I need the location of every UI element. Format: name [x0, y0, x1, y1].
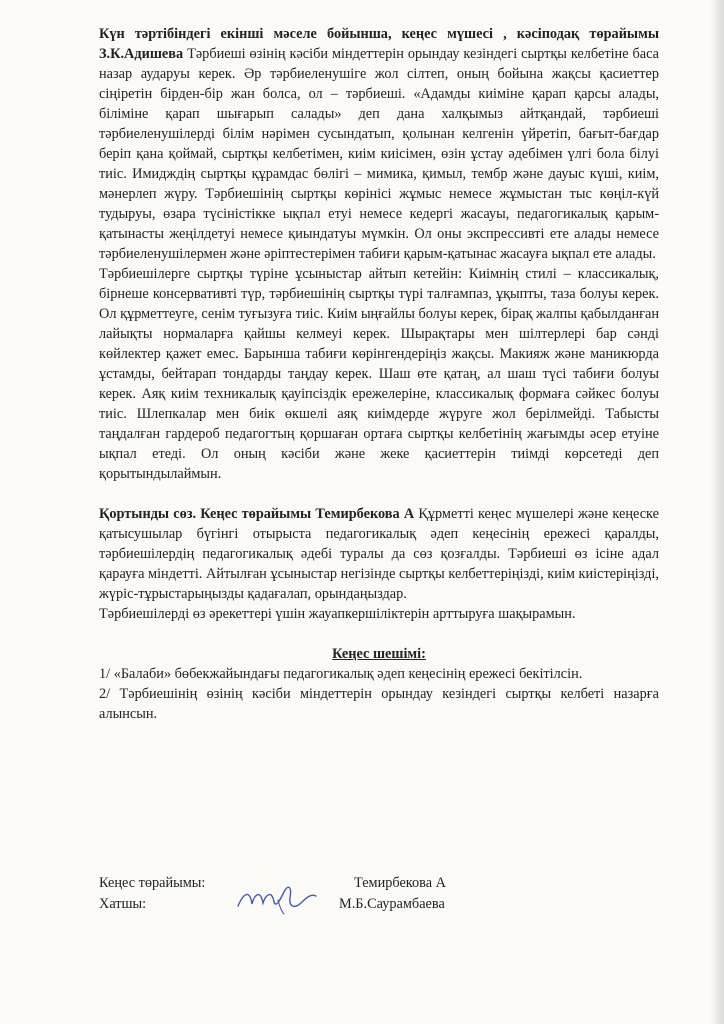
decision-title: Кеңес шешімі: — [332, 646, 426, 662]
paragraph-recommendations: Тәрбиешілерге сыртқы түріне ұсыныстар айтып кетейін: Киімнің стилі – классикалық, бірнеше консервативті түр, тәрбиешінің сыртқы түрі талғампаз, ұқыпты, таза болуы керек. Ол құрметтеуге, сенім туғызуға тиіс. Киім ыңғайлы болуы керек, бірақ жалпы қабылданған лайықты нормаларға қайшы келмеуі керек. Шырақтары мен шілтерлері бар сәнді көйлектер қажет емес. Барынша табиғи көрінгендеріңіз жақсы. Макияж және маникюрда ұстамды, бейтарап тондарды таңдау керек. Шаш өте қатаң, ал шаш түсі табиғи болуы керек. Аяқ киім техникалық қауіпсіздік ережелеріне, классикалық формаға сәйкес болуы тиіс. Шлепкалар мен биік өкшелі аяқ киімдерде жүруге жол берілмейді. Табысты таңдалған гардероб педагогтың қоршаған ортаға сыртқы келбетінің жағымды әсер етуіне ықпал етеді. Ол оның кәсіби және жеке қасиеттерін тиімді көрсетеді деп қорытындылаймын. — [99, 266, 659, 482]
paragraph-second-issue-text: Тәрбиеші өзінің кәсіби міндеттерін орындау кезіндегі сыртқы келбетіне баса назар аударуы керек. Әр тәрбиеленушіге жол сілтеп, оның бойына жақсы қасиеттер сіңіретін бірден-бір жан болса, ол – тәрбиеші. «Адамды киіміне қарап қарсы алады, біліміне қарап шығарып салады» деп дана халқымыз айтқандай, тәрбиеші тәрбиеленушілерді білім нәрімен сусындатып, қолынан келгенін үйретіп, бағыт-бағдар беріп қана қоймай, сыртқы келбетімен, киім киісімен, өзін ұстау әдебімен үлгі бола білуі тиіс. Имидждің сыртқы құрамдас бөлігі – мимика, қимыл, тембр және дауыс күші, киім, мәнерлеп жүру. Тәрбиешінің сыртқы көрінісі жұмыс немесе жұмыстан тыс көңіл-күй тудыруы, өзара түсіністікке ықпал етуі немесе кедергі жасауы, педагогикалық қарым-қатынасты жеңілдетуі немесе қиындатуы мүмкін. Ол оны экспрессивті ете алады немесе тәрбиеленушілермен және әріптестерімен табиғи қарым-қатынас жасауға ықпал ете алады. — [99, 46, 659, 262]
chair-name: Темирбекова А — [354, 875, 446, 891]
spacer — [99, 484, 659, 504]
chair-role-label: Кеңес төрайымы: — [99, 875, 206, 891]
paragraph-second-issue-heading: Күн тәртібіндегі екінші мәселе бойынша, кеңес мүшесі , кәсіподақ төрайымы З.К.Адишева — [99, 26, 659, 62]
paragraph-closing — [99, 504, 659, 604]
page-edge-shadow — [710, 0, 724, 1024]
decision-item-2: 2/ Тәрбиешінің өзінің кәсіби міндеттерін орындау кезіндегі сыртқы келбеті назарға алынсын. — [99, 686, 659, 722]
signature-row-chair — [99, 873, 619, 894]
signature-row-secretary — [99, 894, 619, 915]
paragraph-call: Тәрбиешілерді өз әрекеттері үшін жауапкершіліктерін арттыруға шақырамын. — [99, 606, 576, 622]
paragraph-second-issue — [99, 24, 659, 264]
paragraph-closing-heading: Қортынды сөз. Кеңес төрайымы Темирбекова А — [99, 506, 415, 522]
paragraph-closing-text: Құрметті кеңес мүшелері және кеңеске қатысушылар бүгінгі отырыста педагогикалық әдеп кеңесінің ережесі қаралды, тәрбиешілердің педагогикалық әдебі туралы да сөз қозғалды. Тәрбиеші өз ісіне адал қарауға міндетті. Айтылған ұсыныстар негізінде сыртқы келбеттеріңізді, киім киістеріңізді, жүріс-тұрыстарыңызды қадағалап, орындаңыздар. — [99, 506, 659, 602]
signature-block — [99, 873, 619, 915]
secretary-name: М.Б.Саурамбаева — [339, 896, 445, 912]
document-body — [99, 24, 659, 724]
secretary-role-label: Хатшы: — [99, 896, 147, 912]
spacer — [99, 624, 659, 644]
decision-item-1: 1/ «Балаби» бөбекжайындағы педагогикалық әдеп кеңесінің ережесі бекітілсін. — [99, 666, 583, 682]
